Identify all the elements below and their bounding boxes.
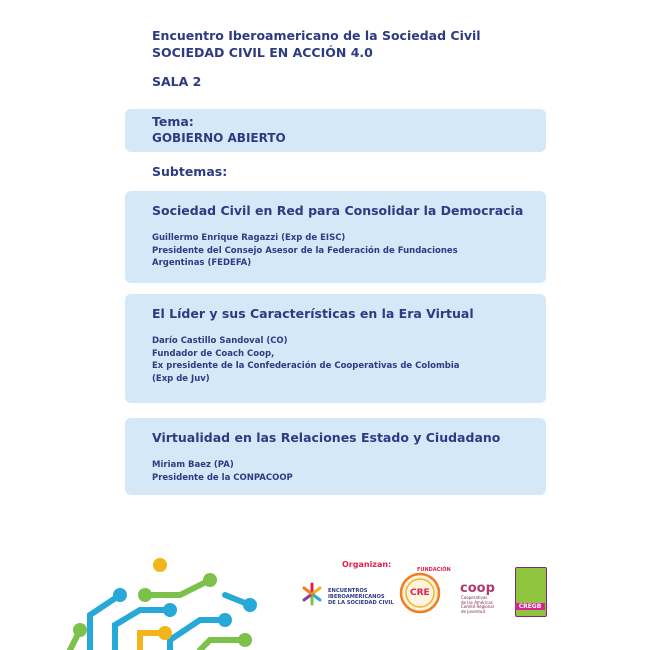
speaker-line: Argentinas (FEDEFA)	[152, 258, 252, 268]
organizers-label: Organizan:	[342, 560, 392, 569]
speaker-info	[152, 459, 534, 484]
subtopic-title: Virtualidad en las Relaciones Estado y Ciudadano	[152, 430, 501, 445]
svg-text:coop: coop	[460, 581, 495, 596]
speaker-line: Presidente de la CONPACOOP	[152, 472, 293, 483]
event-subtitle: SOCIEDAD CIVIL EN ACCIÓN 4.0	[152, 45, 373, 60]
speaker-line: Miriam Baez (PA)	[152, 460, 234, 470]
topic-label: Tema:	[152, 114, 194, 129]
subtopic-card	[125, 191, 546, 283]
speaker-line: Darío Castillo Sandoval (CO)	[152, 336, 288, 346]
cre-foundation-text: CRE	[410, 588, 430, 598]
speaker-line: Ex presidente de la Confederación de Cooperativas de Colombia	[152, 361, 460, 371]
circuit-decoration-icon	[60, 555, 270, 650]
coop-americas-subtext: Cooperativas de las Américas Comité Regional de Juventud	[461, 595, 494, 614]
speaker-line: Guillermo Enrique Ragazzi (Exp de EISC)	[152, 233, 346, 243]
subtopic-title: Sociedad Civil en Red para Consolidar la Democracia	[152, 203, 524, 218]
speaker-info	[152, 335, 534, 385]
topic-box	[125, 109, 546, 152]
event-header	[152, 27, 572, 89]
topic-value: GOBIERNO ABIERTO	[152, 131, 286, 145]
room-label: SALA 2	[152, 74, 202, 89]
event-title: Encuentro Iberoamericano de la Sociedad Civil	[152, 28, 481, 43]
speaker-info	[152, 232, 534, 270]
cregb-logo-text: CREGB	[515, 603, 545, 610]
subtopics-label: Subtemas:	[152, 164, 228, 179]
subtopic-card	[125, 294, 546, 403]
subtopic-title: El Líder y sus Características en la Era Virtual	[152, 306, 474, 321]
organizers-section	[302, 560, 552, 630]
subtopic-card	[125, 418, 546, 495]
speaker-line: Fundador de Coach Coop,	[152, 348, 275, 359]
speaker-line: (Exp de Juv)	[152, 373, 210, 384]
speaker-line: Presidente del Consejo Asesor de la Federación de Fundaciones	[152, 245, 458, 256]
cre-foundation-label: FUNDACIÓN	[417, 567, 451, 573]
eisc-logo-text: ENCUENTROS IBEROAMERICANOS DE LA SOCIEDAD CIVIL	[328, 588, 394, 606]
